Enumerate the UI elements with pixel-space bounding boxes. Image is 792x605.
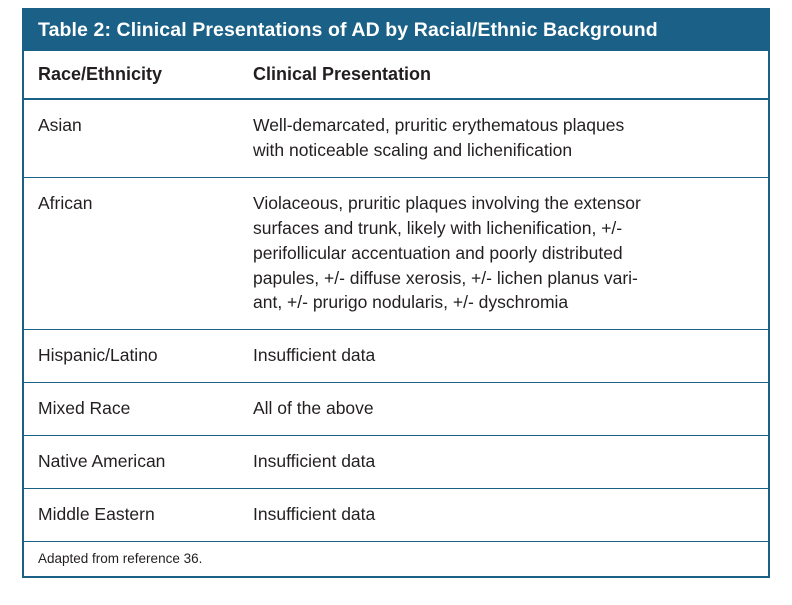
- presentation-line: Insufficient data: [253, 503, 376, 524]
- presentation-line: surfaces and trunk, likely with lichenification, +/-: [253, 217, 623, 238]
- row-presentation-text: [239, 383, 768, 436]
- presentation-line: Violaceous, pruritic plaques involving the extensor: [253, 193, 641, 214]
- table-header-row: [24, 51, 768, 99]
- presentation-line: with noticeable scaling and lichenification: [253, 140, 573, 161]
- row-presentation-text: [239, 99, 768, 177]
- presentation-line: Insufficient data: [253, 345, 376, 366]
- table-row: [24, 383, 768, 436]
- presentation-line: All of the above: [253, 398, 374, 419]
- presentation-line: ant, +/- prurigo nodularis, +/- dyschromia: [253, 292, 569, 313]
- row-race-label: Middle Eastern: [24, 488, 239, 541]
- table: [24, 10, 768, 576]
- table-row: [24, 178, 768, 330]
- table-footnote-row: [24, 541, 768, 576]
- table-title: Table 2: Clinical Presentations of AD by Racial/Ethnic Background: [24, 10, 768, 51]
- row-presentation-text: [239, 488, 768, 541]
- column-header-clinical-presentation: Clinical Presentation: [239, 51, 768, 99]
- row-presentation-text: [239, 330, 768, 383]
- presentation-line: Insufficient data: [253, 451, 376, 472]
- row-presentation-text: [239, 436, 768, 489]
- presentation-line: Well-demarcated, pruritic erythematous plaques: [253, 115, 625, 136]
- presentation-line: perifollicular accentuation and poorly distributed: [253, 242, 623, 263]
- row-race-label: Hispanic/Latino: [24, 330, 239, 383]
- presentation-line: papules, +/- diffuse xerosis, +/- lichen planus vari-: [253, 267, 638, 288]
- table-row: [24, 436, 768, 489]
- table-row: [24, 330, 768, 383]
- row-race-label: Asian: [24, 99, 239, 177]
- row-race-label: Native American: [24, 436, 239, 489]
- table-row: [24, 488, 768, 541]
- row-race-label: Mixed Race: [24, 383, 239, 436]
- column-header-race-ethnicity: Race/Ethnicity: [24, 51, 239, 99]
- table-footnote: Adapted from reference 36.: [38, 550, 203, 566]
- row-race-label: African: [24, 178, 239, 330]
- table-row: [24, 99, 768, 177]
- table-title-row: [24, 10, 768, 51]
- row-presentation-text: [239, 178, 768, 330]
- clinical-presentations-table: [22, 8, 770, 578]
